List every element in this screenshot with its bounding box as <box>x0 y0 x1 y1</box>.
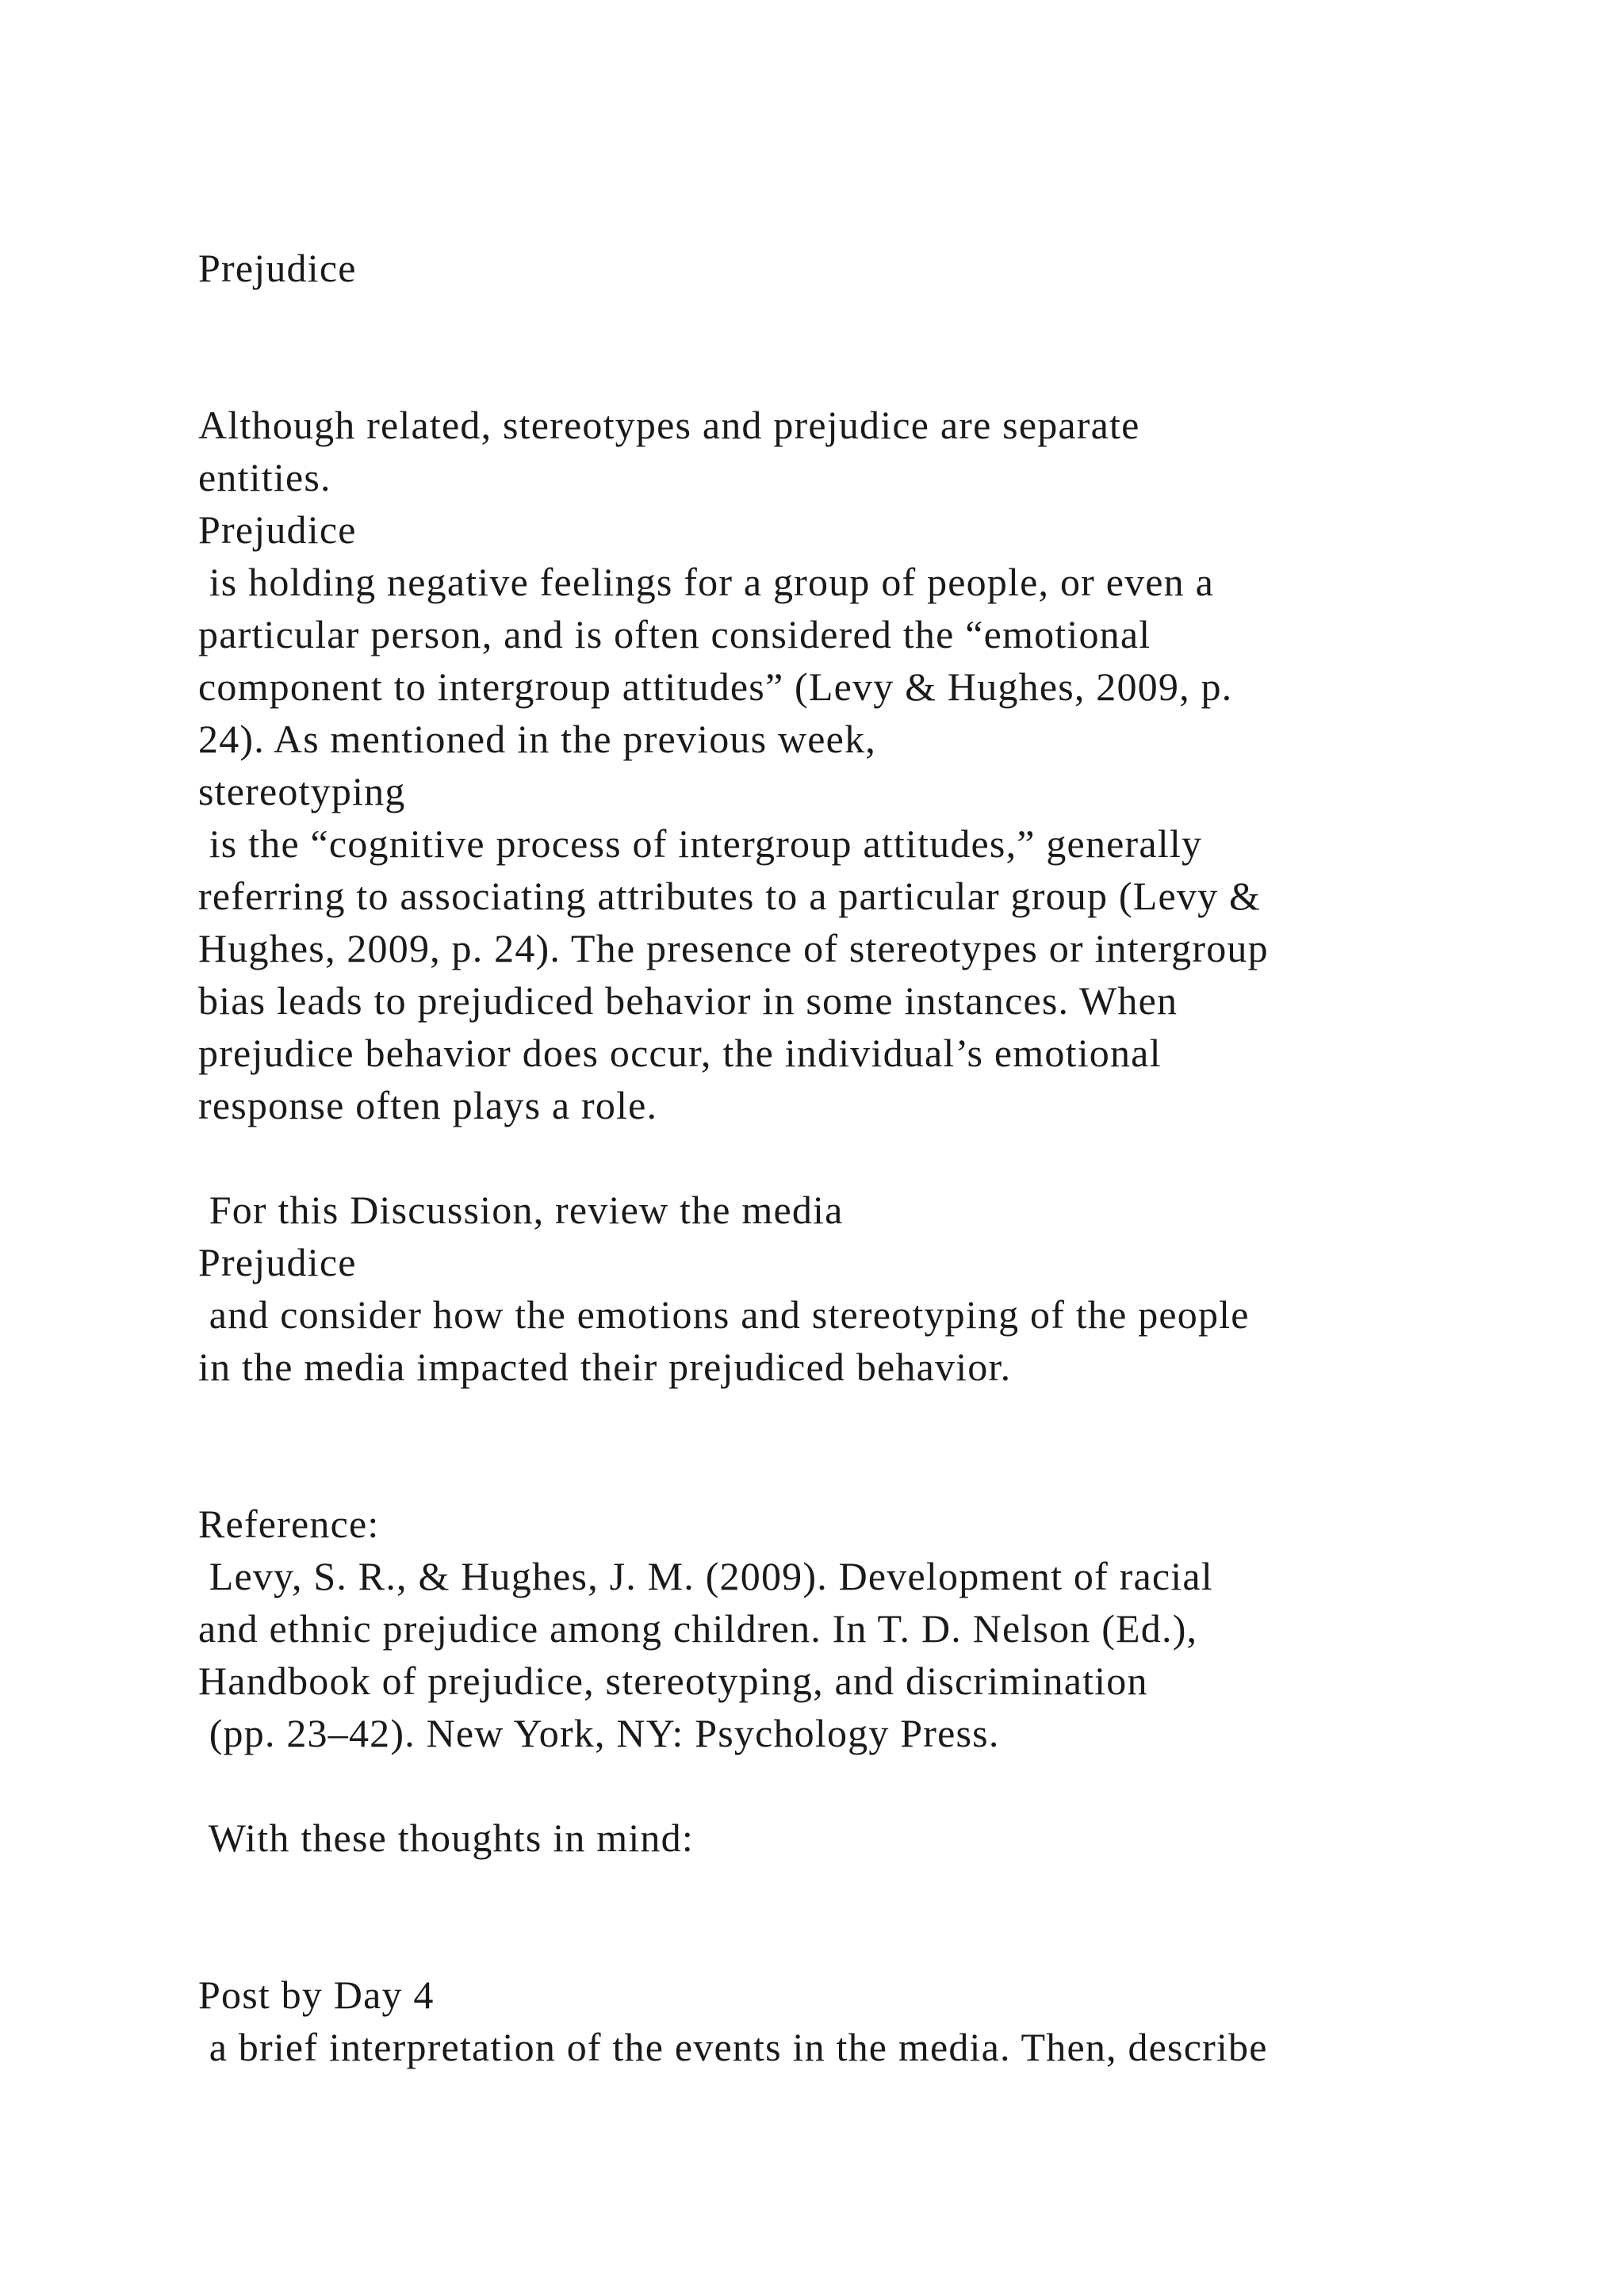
paragraph-line: particular person, and is often considered the “emotional <box>198 612 1151 656</box>
paragraph-line: With these thoughts in mind: <box>198 1816 694 1860</box>
spacer <box>198 1131 1546 1184</box>
paragraph-line: Hughes, 2009, p. 24). The presence of stereotypes or intergroup <box>198 926 1269 970</box>
reference-line: Levy, S. R., & Hughes, J. M. (2009). Development of racial <box>198 1554 1213 1598</box>
reference-line: Handbook of prejudice, stereotyping, and discrimination <box>198 1659 1148 1703</box>
document-title: Prejudice <box>198 246 357 290</box>
paragraph-line: component to intergroup attitudes” (Levy & Hughes, 2009, p. <box>198 664 1233 709</box>
reference-line: (pp. 23–42). New York, NY: Psychology Press. <box>198 1711 1000 1755</box>
paragraph-line: referring to associating attributes to a particular group (Levy & <box>198 874 1262 918</box>
paragraph-line: bias leads to prejudiced behavior in some instances. When <box>198 978 1178 1023</box>
paragraph-line: is the “cognitive process of intergroup attitudes,” generally <box>198 821 1203 866</box>
paragraph-line: a brief interpretation of the events in the media. Then, describe <box>198 2025 1268 2069</box>
paragraph-line: entities. <box>198 455 331 499</box>
paragraph-line: Although related, stereotypes and prejudice are separate <box>198 403 1140 447</box>
document-body <box>198 242 1546 2073</box>
spacer <box>198 1864 1546 1969</box>
term-stereotyping: stereotyping <box>198 769 406 813</box>
term-prejudice: Prejudice <box>198 507 357 552</box>
post-deadline: Post by Day 4 <box>198 1973 435 2017</box>
paragraph-line: is holding negative feelings for a group of people, or even a <box>198 560 1214 604</box>
paragraph-line: and consider how the emotions and stereotyping of the people <box>198 1292 1250 1337</box>
spacer <box>198 294 1546 399</box>
paragraph-line: prejudice behavior does occur, the individual’s emotional <box>198 1031 1162 1075</box>
spacer <box>198 1759 1546 1812</box>
reference-line: and ethnic prejudice among children. In T. D. Nelson (Ed.), <box>198 1606 1198 1651</box>
spacer <box>198 1393 1546 1498</box>
paragraph-line: For this Discussion, review the media <box>198 1188 844 1232</box>
reference-heading: Reference: <box>198 1502 380 1546</box>
media-title: Prejudice <box>198 1240 357 1284</box>
paragraph-line: response often plays a role. <box>198 1083 658 1127</box>
paragraph-line: in the media impacted their prejudiced behavior. <box>198 1345 1012 1389</box>
paragraph-line: 24). As mentioned in the previous week, <box>198 717 876 761</box>
